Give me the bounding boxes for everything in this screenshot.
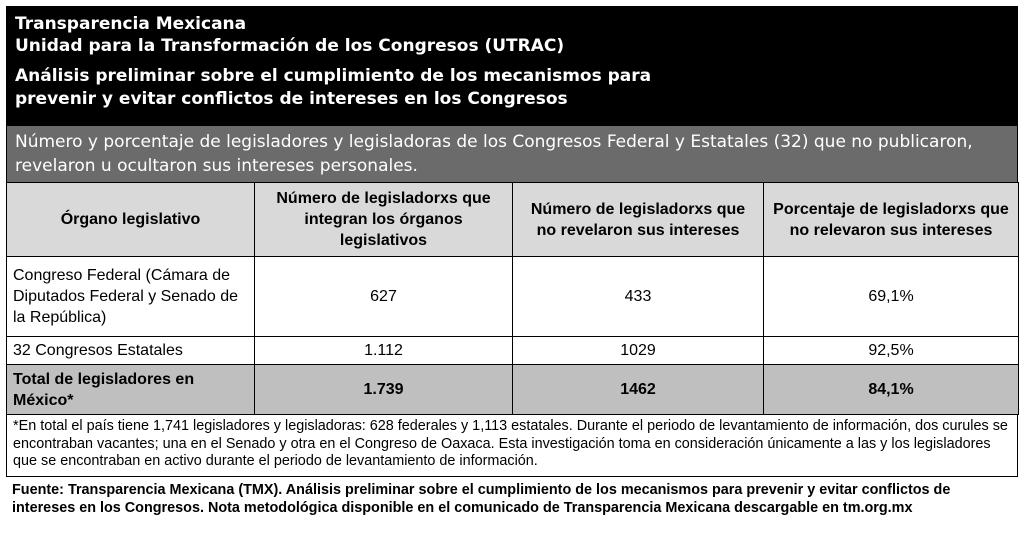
col-header-no-revelaron: Número de legisladorxs que no revelaron sus intereses: [513, 183, 764, 257]
org-name: Transparencia Mexicana: [15, 14, 247, 34]
cell-integran: 1.112: [255, 337, 513, 365]
unit-name: Unidad para la Transformación de los Congresos (UTRAC): [15, 36, 565, 56]
cell-total-integran: 1.739: [255, 365, 513, 415]
header-banner: [6, 6, 1018, 126]
table-header-row: [7, 183, 1019, 257]
col-header-integran: Número de legisladorxs que integran los órganos legislativos: [255, 183, 513, 257]
col-header-porcentaje: Porcentaje de legisladorxs que no relevaron sus intereses: [764, 183, 1019, 257]
footnote: *En total el país tiene 1,741 legisladores y legisladoras: 628 federales y 1,113 estatales. Durante el periodo de levantamiento de información, dos curules se encontraban vacantes; una en el Senado y otra en el Congreso de Oaxaca. Esta investigación toma en consideración únicamente a las y los legisladores que se encontraban en activo durante el periodo de levantamiento de información.: [6, 415, 1018, 477]
cell-porcentaje: 92,5%: [764, 337, 1019, 365]
cell-total-porcentaje: 84,1%: [764, 365, 1019, 415]
cell-total-organo: Total de legisladores en México*: [7, 365, 255, 415]
analysis-title: [15, 65, 1009, 111]
cell-no-revelaron: 433: [513, 257, 764, 337]
col-header-organo: Órgano legislativo: [7, 183, 255, 257]
cell-total-no-revelaron: 1462: [513, 365, 764, 415]
infographic-frame: [6, 6, 1018, 517]
table-row: [7, 257, 1019, 337]
cell-organo: 32 Congresos Estatales: [7, 337, 255, 365]
total-row: [7, 365, 1019, 415]
cell-organo: Congreso Federal (Cámara de Diputados Federal y Senado de la República): [7, 257, 255, 337]
analysis-title-line-1: Análisis preliminar sobre el cumplimiento de los mecanismos para: [15, 66, 652, 86]
source-citation: Fuente: Transparencia Mexicana (TMX). Análisis preliminar sobre el cumplimiento de los mecanismos para prevenir y evitar conflictos de intereses en los Congresos. Nota metodológica disponible en el comunicado de Transparencia Mexicana descargable en tm.org.mx: [12, 482, 951, 516]
data-table: [6, 182, 1019, 415]
cell-integran: 627: [255, 257, 513, 337]
cell-no-revelaron: 1029: [513, 337, 764, 365]
table-row: [7, 337, 1019, 365]
cell-porcentaje: 69,1%: [764, 257, 1019, 337]
analysis-title-line-2: prevenir y evitar conflictos de intereses en los Congresos: [15, 89, 568, 109]
table-subtitle: Número y porcentaje de legisladores y legisladoras de los Congresos Federal y Estatales (32) que no publicaron, revelaron u ocultaron sus intereses personales.: [6, 126, 1018, 182]
